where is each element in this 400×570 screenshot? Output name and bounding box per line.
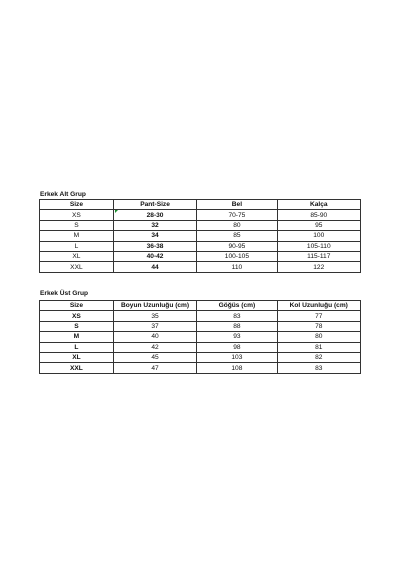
bel-cell: 90-95 — [197, 241, 277, 251]
table-row — [40, 210, 361, 220]
pant-size-cell — [113, 210, 196, 220]
kol-uzunlugu-cell: 82 — [277, 352, 360, 362]
pant-size-value: 28-30 — [146, 211, 164, 219]
bel-cell: 100-105 — [197, 251, 277, 261]
table-header-row — [40, 301, 361, 311]
kalca-cell: 105-110 — [277, 241, 360, 251]
kalca-cell: 85-90 — [277, 210, 360, 220]
table-row — [40, 321, 361, 331]
kol-uzunlugu-cell: 78 — [277, 321, 360, 331]
gogus-cell: 88 — [197, 321, 277, 331]
table-row — [40, 342, 361, 352]
size-cell: XL — [40, 251, 114, 261]
size-table-erkek-ust — [39, 300, 361, 374]
table-row — [40, 363, 361, 373]
bel-cell: 85 — [197, 231, 277, 241]
bel-cell: 110 — [197, 262, 277, 272]
size-cell: S — [40, 220, 114, 230]
pant-size-cell: 32 — [113, 220, 196, 230]
size-cell: XXL — [40, 262, 114, 272]
kalca-cell: 100 — [277, 231, 360, 241]
column-header-boyun-uzunlugu: Boyun Uzunluğu (cm) — [113, 301, 196, 311]
boyun-uzunlugu-cell: 40 — [113, 332, 196, 342]
column-header-size: Size — [40, 301, 114, 311]
table-row — [40, 332, 361, 342]
pant-size-cell: 44 — [113, 262, 196, 272]
table-row — [40, 220, 361, 230]
section-title-erkek-alt: Erkek Alt Grup — [40, 191, 86, 198]
column-header-kol-uzunlugu: Kol Uzunluğu (cm) — [277, 301, 360, 311]
table-row — [40, 251, 361, 261]
gogus-cell: 83 — [197, 311, 277, 321]
kol-uzunlugu-cell: 80 — [277, 332, 360, 342]
size-cell: L — [40, 241, 114, 251]
column-header-pant-size: Pant-Size — [113, 200, 196, 210]
column-header-size: Size — [40, 200, 114, 210]
kalca-cell: 115-117 — [277, 251, 360, 261]
table-row — [40, 311, 361, 321]
size-cell: XXL — [40, 363, 114, 373]
table-row — [40, 241, 361, 251]
kol-uzunlugu-cell: 83 — [277, 363, 360, 373]
table-header-row — [40, 200, 361, 210]
pant-size-cell: 36-38 — [113, 241, 196, 251]
boyun-uzunlugu-cell: 42 — [113, 342, 196, 352]
size-cell: S — [40, 321, 114, 331]
table-row — [40, 231, 361, 241]
column-header-bel: Bel — [197, 200, 277, 210]
size-cell: L — [40, 342, 114, 352]
size-table-erkek-alt — [39, 199, 361, 273]
size-cell: XS — [40, 311, 114, 321]
pant-size-cell: 40-42 — [113, 251, 196, 261]
gogus-cell: 98 — [197, 342, 277, 352]
size-cell: XS — [40, 210, 114, 220]
kalca-cell: 122 — [277, 262, 360, 272]
gogus-cell: 93 — [197, 332, 277, 342]
boyun-uzunlugu-cell: 45 — [113, 352, 196, 362]
boyun-uzunlugu-cell: 35 — [113, 311, 196, 321]
kol-uzunlugu-cell: 77 — [277, 311, 360, 321]
boyun-uzunlugu-cell: 37 — [113, 321, 196, 331]
gogus-cell: 108 — [197, 363, 277, 373]
table-row — [40, 352, 361, 362]
kol-uzunlugu-cell: 81 — [277, 342, 360, 352]
gogus-cell: 103 — [197, 352, 277, 362]
size-cell: M — [40, 231, 114, 241]
cell-marker-icon — [115, 210, 118, 213]
size-cell: M — [40, 332, 114, 342]
section-title-erkek-ust: Erkek Üst Grup — [40, 290, 89, 297]
bel-cell: 70-75 — [197, 210, 277, 220]
bel-cell: 80 — [197, 220, 277, 230]
table-row — [40, 262, 361, 272]
column-header-kalca: Kalça — [277, 200, 360, 210]
pant-size-cell: 34 — [113, 231, 196, 241]
kalca-cell: 95 — [277, 220, 360, 230]
boyun-uzunlugu-cell: 47 — [113, 363, 196, 373]
size-cell: XL — [40, 352, 114, 362]
column-header-gogus: Göğüs (cm) — [197, 301, 277, 311]
